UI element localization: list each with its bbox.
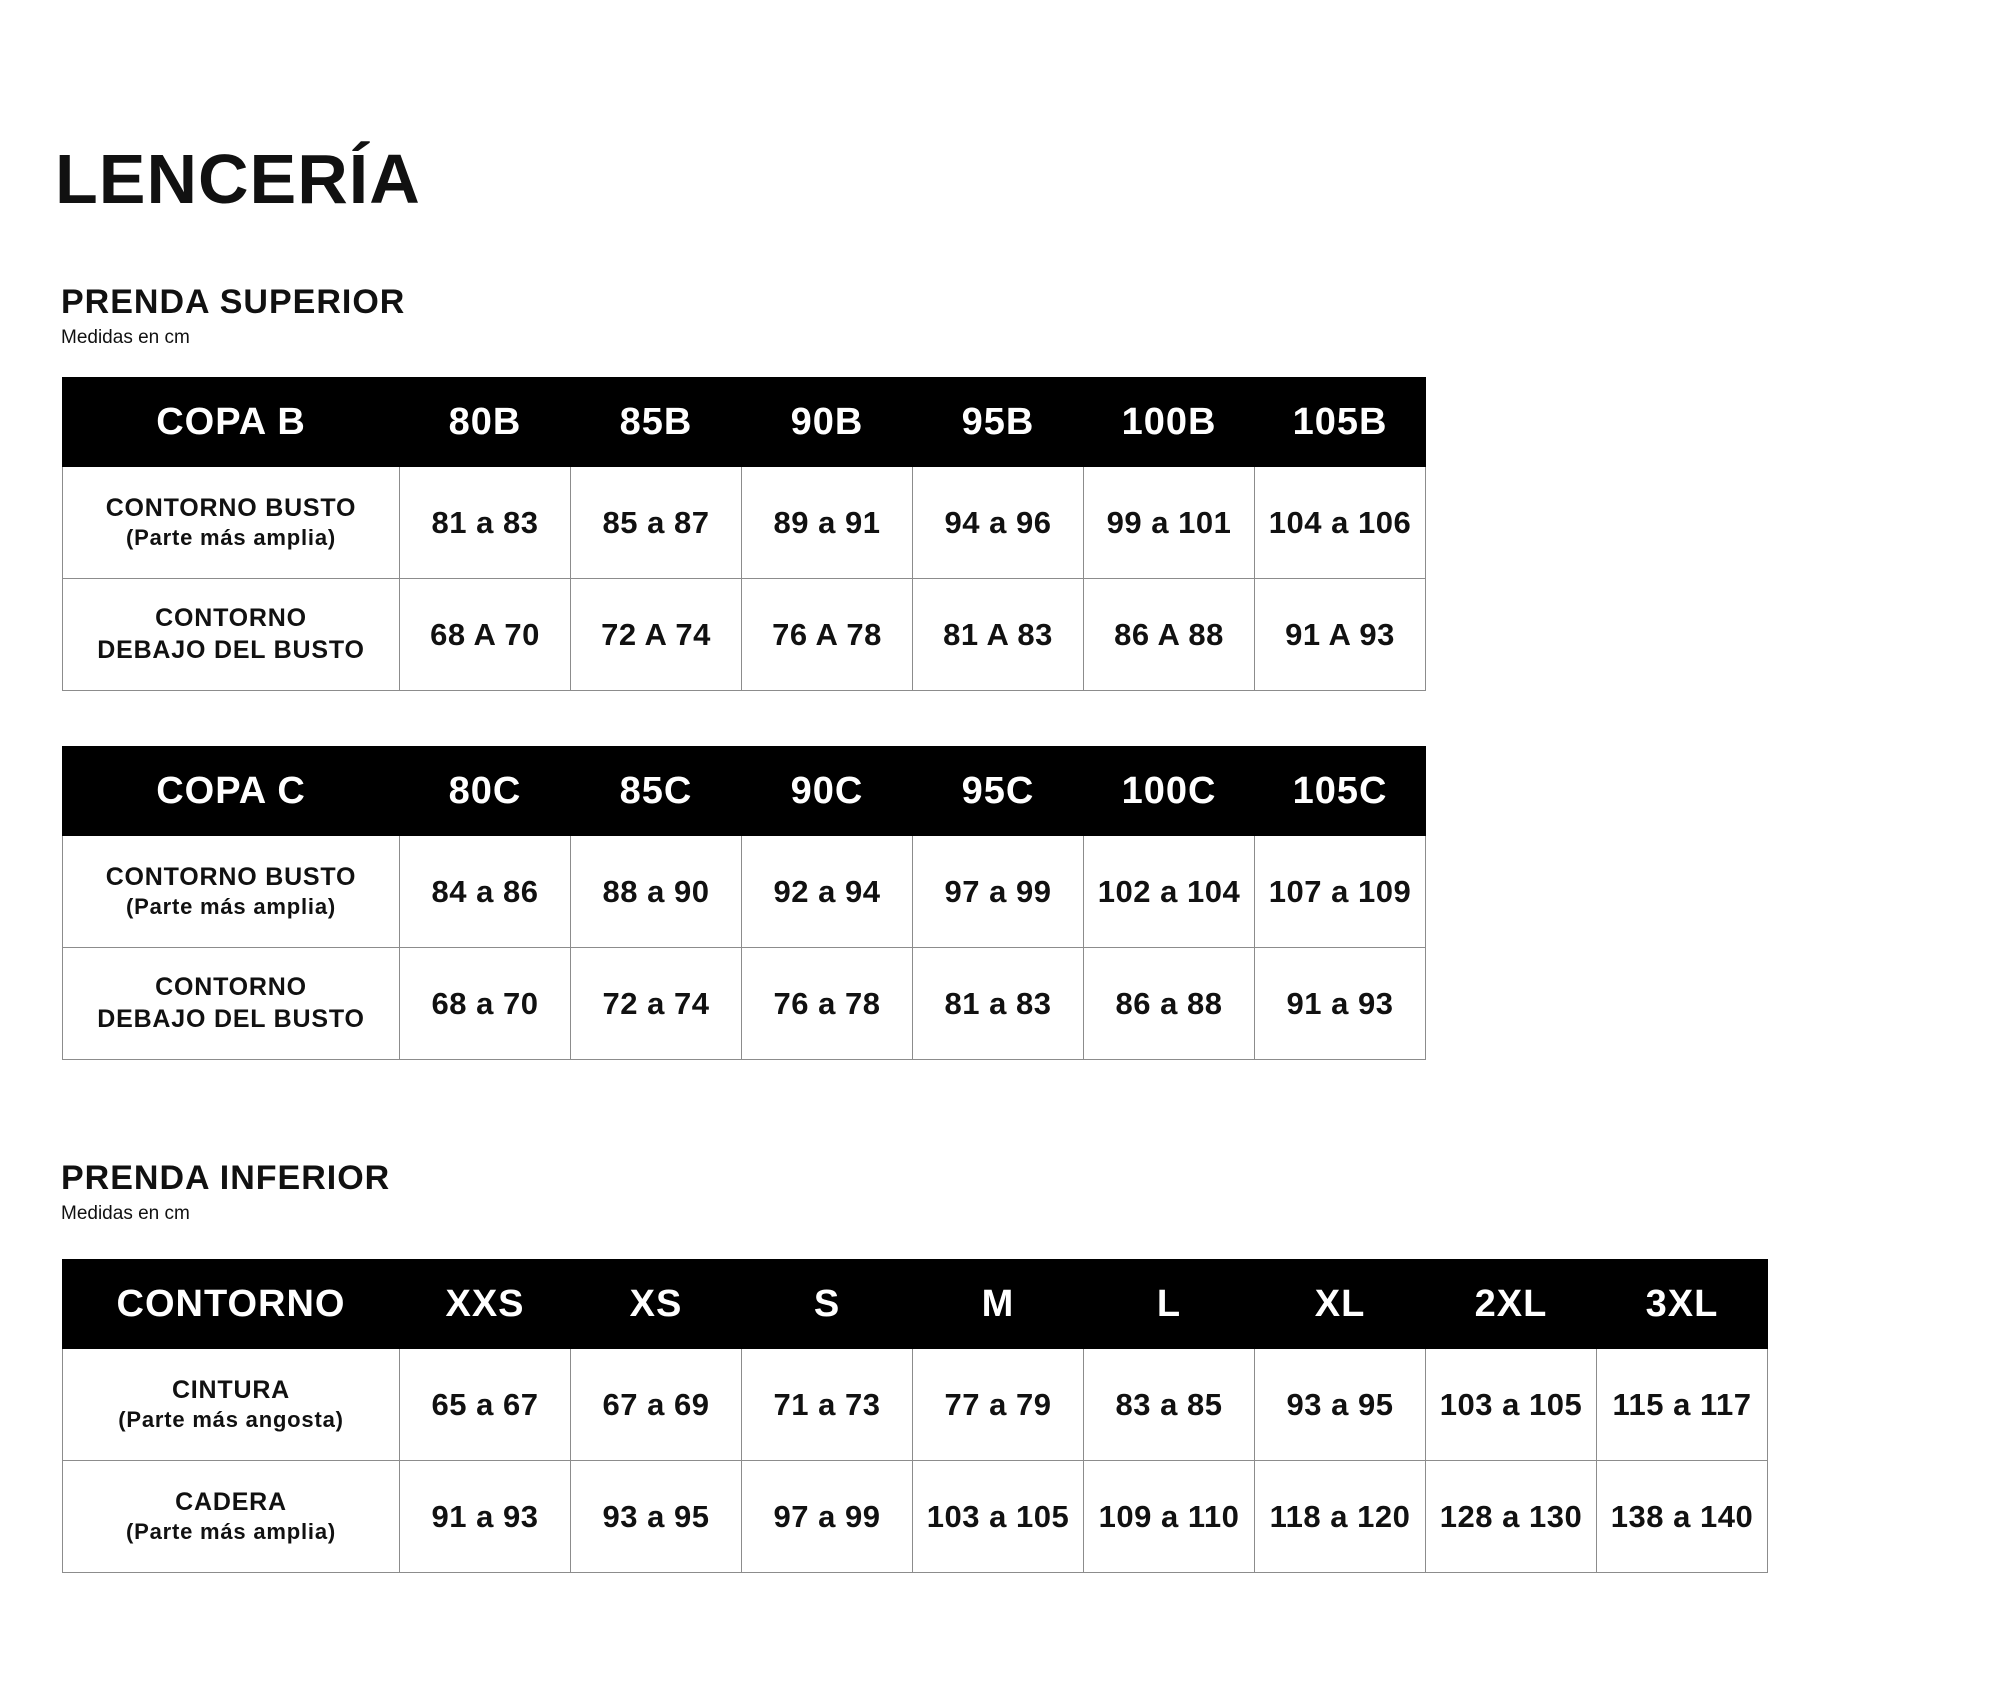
table-cell: 67 a 69 — [571, 1349, 742, 1461]
table-header-row — [63, 747, 1426, 836]
row-label — [63, 948, 400, 1060]
row-label — [63, 1349, 400, 1461]
table-cell: 81 a 83 — [913, 948, 1084, 1060]
table-cell: 68 A 70 — [400, 579, 571, 691]
table-header-cell: 100C — [1084, 747, 1255, 836]
table-cell: 107 a 109 — [1255, 836, 1426, 948]
table-cell: 84 a 86 — [400, 836, 571, 948]
table-header-cell: XL — [1255, 1260, 1426, 1349]
table-cell: 86 a 88 — [1084, 948, 1255, 1060]
table-cell: 94 a 96 — [913, 467, 1084, 579]
table-row — [63, 1461, 1768, 1573]
table-cell: 92 a 94 — [742, 836, 913, 948]
copa-c-table — [62, 746, 1426, 1060]
table-header-cell: 80C — [400, 747, 571, 836]
table-cell: 68 a 70 — [400, 948, 571, 1060]
table-cell: 103 a 105 — [1426, 1349, 1597, 1461]
row-label — [63, 836, 400, 948]
table-header-cell: COPA C — [63, 747, 400, 836]
table-header-cell: 100B — [1084, 378, 1255, 467]
table-header-cell: L — [1084, 1260, 1255, 1349]
row-label-main: CADERA — [175, 1488, 287, 1517]
row-label-main: CONTORNO BUSTO — [105, 494, 357, 523]
table-cell: 109 a 110 — [1084, 1461, 1255, 1573]
contorno-table — [62, 1259, 1768, 1573]
table-cell: 89 a 91 — [742, 467, 913, 579]
table-cell: 83 a 85 — [1084, 1349, 1255, 1461]
table-header-cell: 95C — [913, 747, 1084, 836]
row-label-note: (Parte más amplia) — [125, 525, 337, 551]
upper-section-title: PRENDA SUPERIOR — [61, 283, 406, 321]
row-label — [63, 467, 400, 579]
table-header-cell: 90C — [742, 747, 913, 836]
table-cell: 118 a 120 — [1255, 1461, 1426, 1573]
table-row — [63, 948, 1426, 1060]
table-cell: 72 A 74 — [571, 579, 742, 691]
row-label-main: CONTORNO BUSTO — [105, 863, 357, 892]
table-cell: 138 a 140 — [1597, 1461, 1768, 1573]
table-header-cell: XXS — [400, 1260, 571, 1349]
table-header-row — [63, 378, 1426, 467]
table-cell: 76 a 78 — [742, 948, 913, 1060]
table-row — [63, 467, 1426, 579]
table-header-cell: 85B — [571, 378, 742, 467]
table-header-cell: 85C — [571, 747, 742, 836]
row-label-main-second-line: DEBAJO DEL BUSTO — [97, 635, 365, 664]
row-label-note: (Parte más amplia) — [125, 1519, 337, 1545]
lower-section-subtitle: Medidas en cm — [61, 1203, 190, 1224]
table-cell: 86 A 88 — [1084, 579, 1255, 691]
table-row — [63, 1349, 1768, 1461]
table-cell: 65 a 67 — [400, 1349, 571, 1461]
table-header-cell: CONTORNO — [63, 1260, 400, 1349]
table-cell: 128 a 130 — [1426, 1461, 1597, 1573]
row-label-main-second-line: DEBAJO DEL BUSTO — [97, 1004, 365, 1033]
row-label — [63, 579, 400, 691]
table-cell: 88 a 90 — [571, 836, 742, 948]
page-title: LENCERÍA — [55, 140, 421, 218]
table-cell: 91 a 93 — [1255, 948, 1426, 1060]
table-cell: 85 a 87 — [571, 467, 742, 579]
table-cell: 93 a 95 — [571, 1461, 742, 1573]
table-header-cell: 2XL — [1426, 1260, 1597, 1349]
table-header-cell: COPA B — [63, 378, 400, 467]
table-cell: 102 a 104 — [1084, 836, 1255, 948]
table-header-cell: S — [742, 1260, 913, 1349]
table-cell: 77 a 79 — [913, 1349, 1084, 1461]
table-header-cell: 90B — [742, 378, 913, 467]
table-header-cell: 105B — [1255, 378, 1426, 467]
row-label — [63, 1461, 400, 1573]
table-cell: 115 a 117 — [1597, 1349, 1768, 1461]
upper-section-subtitle: Medidas en cm — [61, 327, 190, 348]
table-cell: 97 a 99 — [913, 836, 1084, 948]
table-cell: 81 A 83 — [913, 579, 1084, 691]
table-cell: 104 a 106 — [1255, 467, 1426, 579]
row-label-note: (Parte más angosta) — [118, 1407, 344, 1433]
row-label-main: CONTORNO — [155, 604, 307, 633]
table-cell: 93 a 95 — [1255, 1349, 1426, 1461]
row-label-note: (Parte más amplia) — [125, 894, 337, 920]
table-cell: 91 a 93 — [400, 1461, 571, 1573]
table-header-cell: 3XL — [1597, 1260, 1768, 1349]
table-header-row — [63, 1260, 1768, 1349]
table-cell: 76 A 78 — [742, 579, 913, 691]
row-label-main: CONTORNO — [155, 973, 307, 1002]
table-row — [63, 579, 1426, 691]
row-label-main: CINTURA — [171, 1376, 291, 1405]
lower-section-title: PRENDA INFERIOR — [61, 1159, 391, 1197]
table-header-cell: 105C — [1255, 747, 1426, 836]
table-cell: 91 A 93 — [1255, 579, 1426, 691]
table-cell: 72 a 74 — [571, 948, 742, 1060]
table-cell: 81 a 83 — [400, 467, 571, 579]
table-cell: 71 a 73 — [742, 1349, 913, 1461]
table-cell: 103 a 105 — [913, 1461, 1084, 1573]
table-header-cell: 95B — [913, 378, 1084, 467]
copa-b-table — [62, 377, 1426, 691]
table-header-cell: 80B — [400, 378, 571, 467]
table-header-cell: XS — [571, 1260, 742, 1349]
table-cell: 99 a 101 — [1084, 467, 1255, 579]
table-row — [63, 836, 1426, 948]
table-cell: 97 a 99 — [742, 1461, 913, 1573]
table-header-cell: M — [913, 1260, 1084, 1349]
